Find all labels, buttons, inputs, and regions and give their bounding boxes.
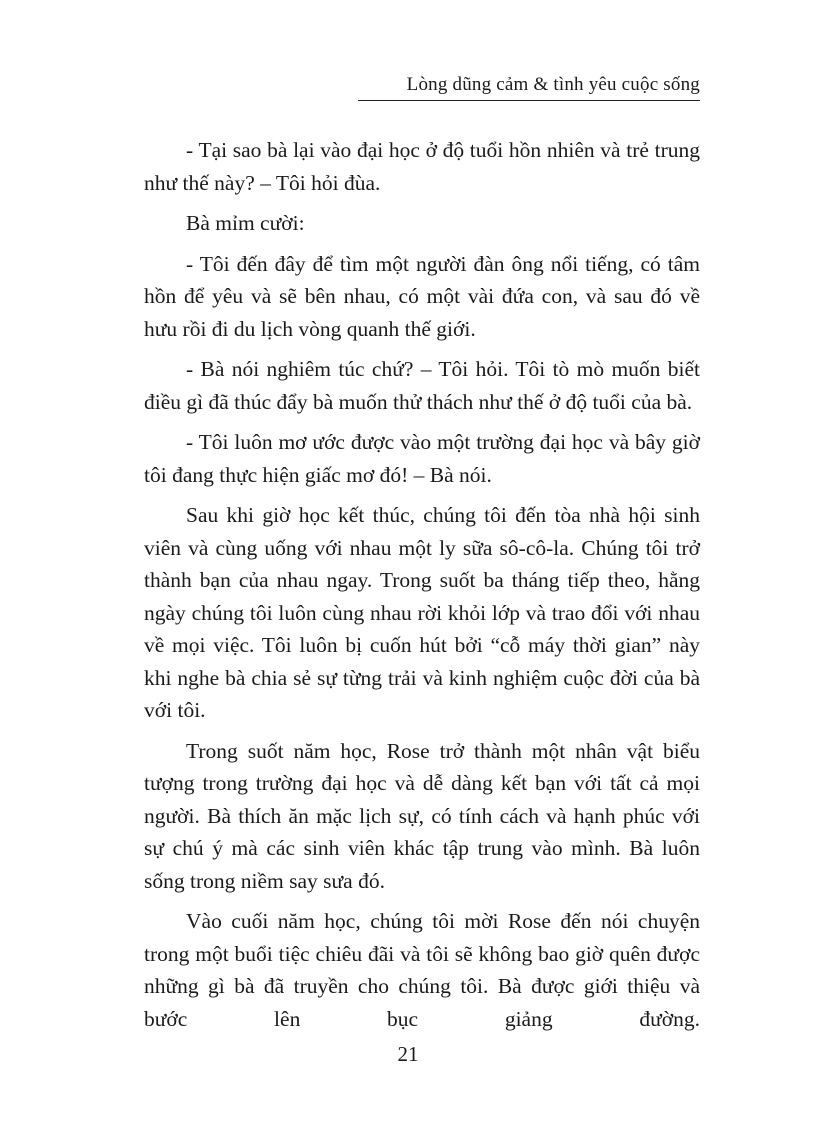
paragraph: - Tại sao bà lại vào đại học ở độ tuổi hồn nhiên và trẻ trung như thế này? – Tôi hỏi đùa. [144,138,700,195]
paragraph: Sau khi giờ học kết thúc, chúng tôi đến tòa nhà hội sinh viên và cùng uống với nhau một ly sữa sô-cô-la. Chúng tôi trở thành bạn của nhau ngay. Trong suốt ba tháng tiếp theo, hằng ngày chúng tôi luôn cùng nhau rời khỏi lớp và trao đổi với nhau về mọi việc. Tôi luôn bị cuốn hút bởi “cỗ máy thời gian” này khi nghe bà chia sẻ sự từng trải và kinh nghiệm cuộc đời của bà với tôi. [144,503,700,722]
page-number: 21 [397,1042,419,1066]
paragraph: Bà mỉm cười: [186,211,305,235]
paragraph: Trong suốt năm học, Rose trở thành một nhân vật biểu tượng trong trường đại học và dễ dàng kết bạn với tất cả mọi người. Bà thích ăn mặc lịch sự, có tính cách và hạnh phúc với sự chú ý mà các sinh viên khác tập trung vào mình. Bà luôn sống trong niềm say sưa đó. [144,738,700,893]
running-header: Lòng dũng cảm & tình yêu cuộc sống [358,74,700,101]
body-text [144,134,700,1043]
paragraph: Vào cuối năm học, chúng tôi mời Rose đến nói chuyện trong một buổi tiệc chiêu đãi và tôi sẽ không bao giờ quên được những gì bà đã truyền cho chúng tôi. Bà được giới thiệu và bước lên bục giảng đường. [144,909,700,1031]
paragraph: - Tôi đến đây để tìm một người đàn ông nổi tiếng, có tâm hồn để yêu và sẽ bên nhau, có một vài đứa con, và sau đó về hưu rồi đi du lịch vòng quanh thế giới. [144,251,700,341]
paragraph: - Tôi luôn mơ ước được vào một trường đại học và bây giờ tôi đang thực hiện giấc mơ đó! – Bà nói. [144,430,700,487]
paragraph: - Bà nói nghiêm túc chứ? – Tôi hỏi. Tôi tò mò muốn biết điều gì đã thúc đẩy bà muốn thử thách như thế ở độ tuổi của bà. [144,357,700,414]
